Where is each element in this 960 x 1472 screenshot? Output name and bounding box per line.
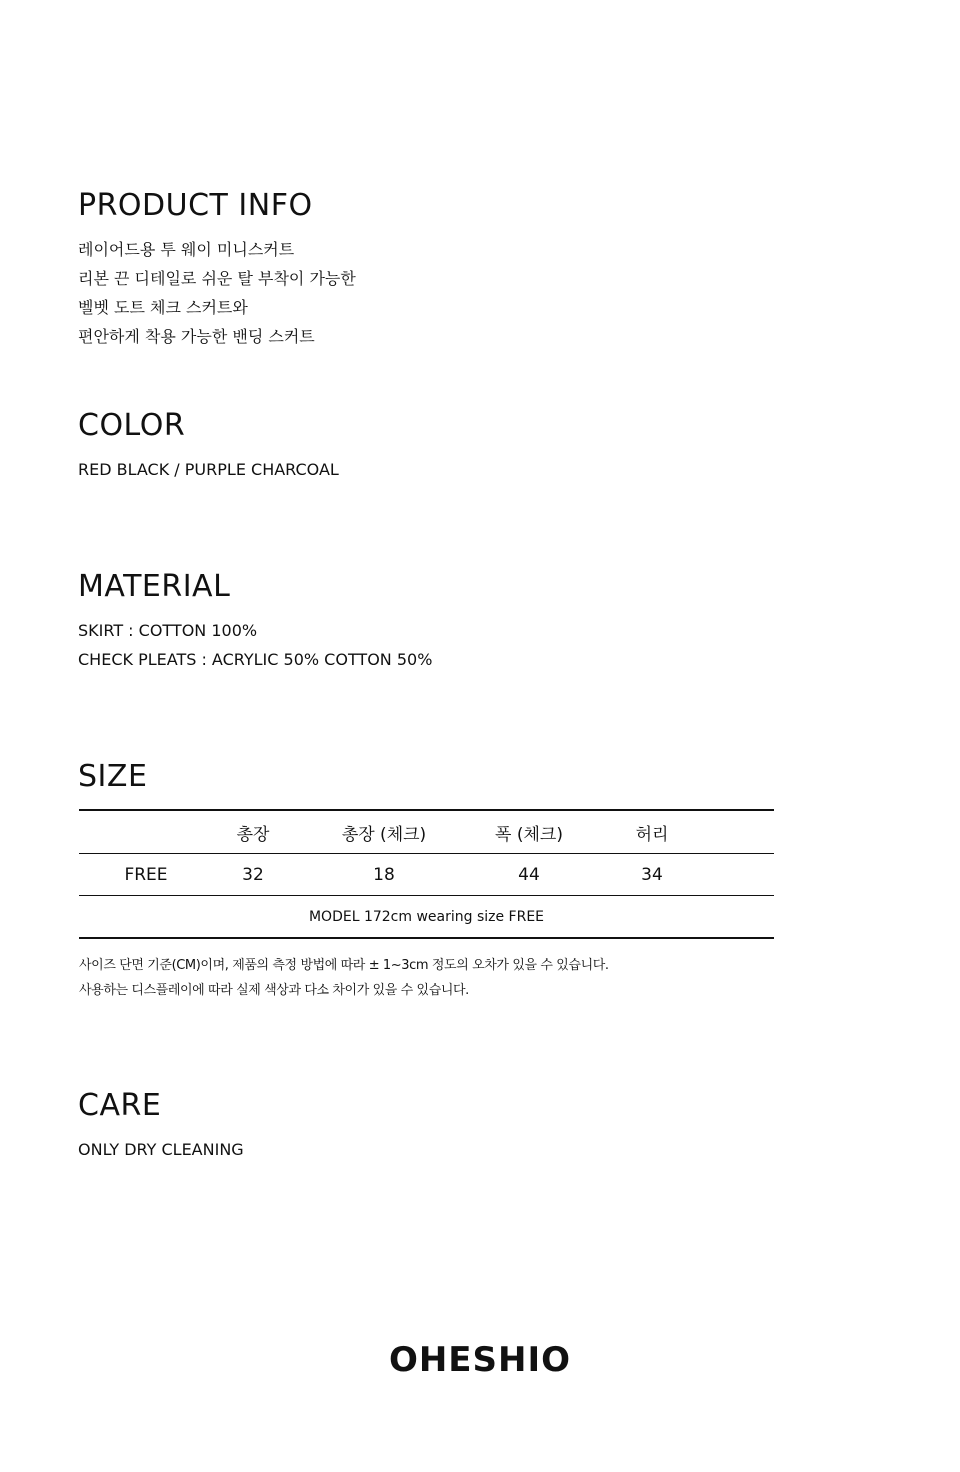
color-heading: COLOR	[78, 408, 186, 443]
care-section	[78, 1088, 244, 1164]
size-heading: SIZE	[78, 759, 148, 794]
size-table-header-row	[79, 810, 774, 854]
care-list	[78, 1135, 244, 1164]
care-heading: CARE	[78, 1088, 162, 1123]
material-list	[78, 616, 432, 674]
product-info-description	[78, 235, 356, 351]
size-table	[79, 809, 774, 939]
color-section	[78, 408, 339, 484]
size-table-row	[79, 854, 774, 896]
color-list	[78, 455, 339, 484]
size-notes	[79, 953, 609, 1003]
color-line: RED BLACK / PURPLE CHARCOAL	[78, 460, 339, 479]
size-table-header-cell: 폭 (체크)	[475, 810, 583, 854]
size-table-header-cell	[79, 810, 213, 854]
size-table-spacer-cell	[721, 810, 774, 854]
size-section	[78, 759, 148, 794]
product-info-line: 편안하게 착용 가능한 밴딩 스커트	[78, 327, 315, 346]
material-line: CHECK PLEATS : ACRYLIC 50% COTTON 50%	[78, 650, 433, 669]
size-table-cell: FREE	[79, 854, 213, 896]
model-note: MODEL 172cm wearing size FREE	[79, 896, 774, 939]
size-table-spacer-cell	[721, 854, 774, 896]
care-line: ONLY DRY CLEANING	[78, 1140, 244, 1159]
size-table-cell: 32	[213, 854, 293, 896]
brand-logo: OHESHIO	[388, 1340, 572, 1380]
size-table-header-cell: 총장 (체크)	[293, 810, 475, 854]
product-info-line: 벨벳 도트 체크 스커트와	[78, 298, 248, 317]
size-table-header-cell: 허리	[583, 810, 721, 854]
product-info-line: 레이어드용 투 웨이 미니스커트	[78, 240, 295, 259]
size-table-cell: 44	[475, 854, 583, 896]
product-info-heading: PRODUCT INFO	[78, 188, 313, 223]
size-table-header-cell: 총장	[213, 810, 293, 854]
size-note-line: 사이즈 단면 기준(CM)이며, 제품의 측정 방법에 따라 ± 1~3cm 정도의 오차가 있을 수 있습니다.	[79, 958, 609, 973]
material-heading: MATERIAL	[78, 569, 231, 604]
product-info-section	[78, 188, 356, 351]
material-section	[78, 569, 433, 674]
size-table-cell: 34	[583, 854, 721, 896]
product-info-line: 리본 끈 디테일로 쉬운 탈 부착이 가능한	[78, 269, 356, 288]
size-table-model-row	[79, 896, 774, 939]
size-note-line: 사용하는 디스플레이에 따라 실제 색상과 다소 차이가 있을 수 있습니다.	[79, 983, 469, 998]
size-table-cell: 18	[293, 854, 475, 896]
material-line: SKIRT : COTTON 100%	[78, 621, 258, 640]
